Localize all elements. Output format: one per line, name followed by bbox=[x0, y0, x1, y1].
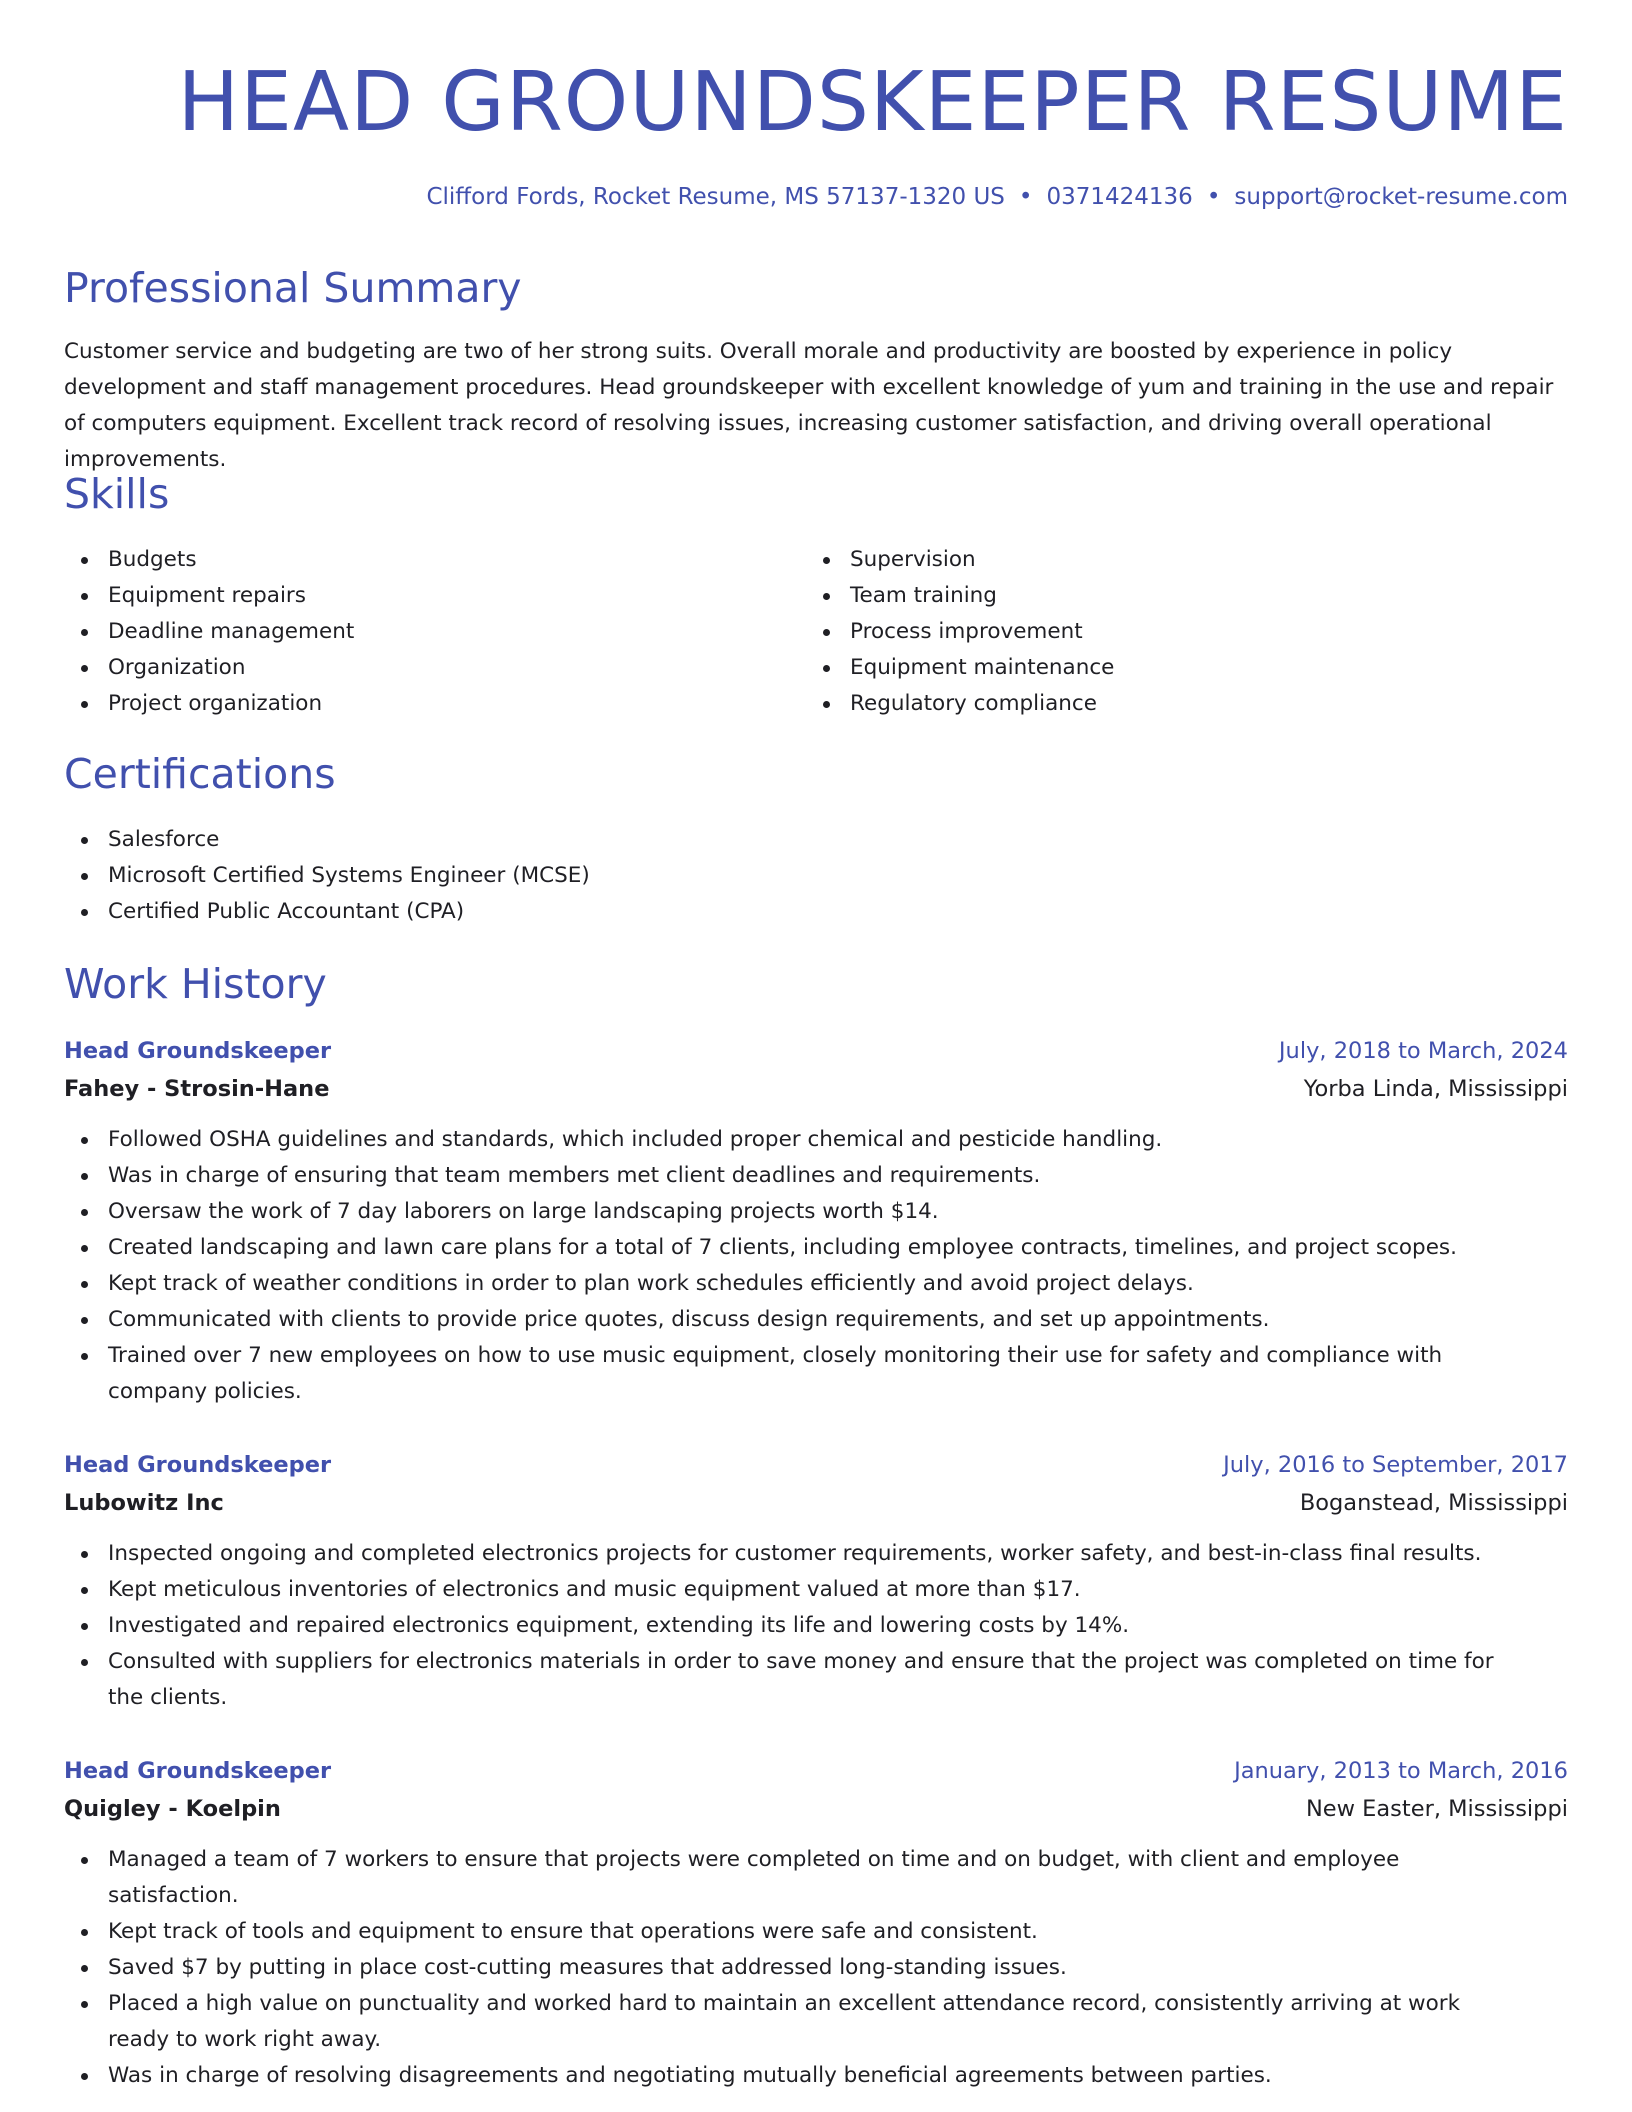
certifications-heading: Certifications bbox=[64, 750, 336, 798]
job-title: Head Groundskeeper bbox=[64, 1452, 332, 1478]
contact-address: Clifford Fords, Rocket Resume, MS 57137-1320 US bbox=[426, 184, 1005, 210]
job-entry bbox=[64, 1446, 1568, 1716]
job-duty: Investigated and repaired electronics equipment, extending its life and lowering costs by 14%. bbox=[64, 1608, 1568, 1644]
skill-item: Organization bbox=[64, 650, 764, 686]
certification-item: Microsoft Certified Systems Engineer (MCSE) bbox=[64, 858, 1064, 894]
job-duty: Placed a high value on punctuality and worked hard to maintain an excellent attendance record, consistently arriving at work ready to work right away. bbox=[64, 1986, 1568, 2058]
job-company: Lubowitz Inc bbox=[64, 1490, 224, 1516]
job-duty: Managed a team of 7 workers to ensure that projects were completed on time and on budget, with client and employee satisfaction. bbox=[64, 1842, 1568, 1914]
job-duty: Was in charge of resolving disagreements and negotiating mutually beneficial agreements between parties. bbox=[64, 2058, 1568, 2094]
contact-phone: 0371424136 bbox=[1046, 184, 1193, 210]
job-duties-list bbox=[64, 1842, 1568, 2094]
job-entry bbox=[64, 1032, 1568, 1410]
skill-item: Budgets bbox=[64, 542, 764, 578]
certification-item: Certified Public Accountant (CPA) bbox=[64, 894, 1064, 930]
job-dates: January, 2013 to March, 2016 bbox=[1234, 1758, 1568, 1784]
job-dates: July, 2018 to March, 2024 bbox=[1278, 1038, 1568, 1064]
job-title: Head Groundskeeper bbox=[64, 1038, 332, 1064]
job-company-row bbox=[64, 1070, 1568, 1108]
job-location: Yorba Linda, Mississippi bbox=[1303, 1076, 1568, 1102]
certification-item: Salesforce bbox=[64, 822, 1064, 858]
skill-item: Regulatory compliance bbox=[806, 686, 1506, 722]
job-title: Head Groundskeeper bbox=[64, 1758, 332, 1784]
job-header-row bbox=[64, 1446, 1568, 1484]
job-company: Quigley - Koelpin bbox=[64, 1796, 281, 1822]
job-company-row bbox=[64, 1484, 1568, 1522]
job-duty: Communicated with clients to provide price quotes, discuss design requirements, and set up appointments. bbox=[64, 1302, 1568, 1338]
job-duty: Kept meticulous inventories of electronics and music equipment valued at more than $17. bbox=[64, 1572, 1568, 1608]
skills-list-left bbox=[64, 542, 764, 722]
summary-text: Customer service and budgeting are two of her strong suits. Overall morale and productivity are boosted by experience in policy development and staff management procedures. Head groundskeeper with excellent knowledge of yum and training in the use and repair of computers equipment. Excellent track record of resolving issues, increasing customer satisfaction, and driving overall operational improvements. bbox=[64, 339, 1554, 472]
skill-item: Team training bbox=[806, 578, 1506, 614]
skill-item: Supervision bbox=[806, 542, 1506, 578]
job-duty: Kept track of tools and equipment to ensure that operations were safe and consistent. bbox=[64, 1914, 1568, 1950]
resume-title: HEAD GROUNDSKEEPER RESUME bbox=[177, 55, 1568, 150]
job-duty: Kept track of weather conditions in order to plan work schedules efficiently and avoid project delays. bbox=[64, 1266, 1568, 1302]
contact-separator: • bbox=[1018, 184, 1033, 210]
job-dates: July, 2016 to September, 2017 bbox=[1223, 1452, 1568, 1478]
skill-item: Equipment maintenance bbox=[806, 650, 1506, 686]
skill-item: Process improvement bbox=[806, 614, 1506, 650]
contact-email[interactable]: support@rocket-resume.com bbox=[1234, 184, 1568, 210]
job-duty: Saved $7 by putting in place cost-cutting measures that addressed long-standing issues. bbox=[64, 1950, 1568, 1986]
job-location: Boganstead, Mississippi bbox=[1299, 1490, 1568, 1516]
job-duty: Was in charge of ensuring that team members met client deadlines and requirements. bbox=[64, 1158, 1568, 1194]
contact-separator: • bbox=[1206, 184, 1221, 210]
skills-heading: Skills bbox=[64, 470, 170, 518]
summary-heading: Professional Summary bbox=[64, 264, 522, 312]
skill-item: Equipment repairs bbox=[64, 578, 764, 614]
job-duties-list bbox=[64, 1536, 1568, 1716]
job-header-row bbox=[64, 1752, 1568, 1790]
job-duties-list bbox=[64, 1122, 1568, 1410]
job-company: Fahey - Strosin-Hane bbox=[64, 1076, 330, 1102]
job-duty: Oversaw the work of 7 day laborers on large landscaping projects worth $14. bbox=[64, 1194, 1568, 1230]
job-location: New Easter, Mississippi bbox=[1305, 1796, 1568, 1822]
job-duty: Inspected ongoing and completed electronics projects for customer requirements, worker safety, and best-in-class final results. bbox=[64, 1536, 1568, 1572]
job-entry bbox=[64, 1752, 1568, 2094]
job-duty: Created landscaping and lawn care plans for a total of 7 clients, including employee contracts, timelines, and project scopes. bbox=[64, 1230, 1568, 1266]
job-duty: Consulted with suppliers for electronics materials in order to save money and ensure that the project was completed on time for the clients. bbox=[64, 1644, 1568, 1716]
skill-item: Deadline management bbox=[64, 614, 764, 650]
contact-line bbox=[426, 180, 1568, 214]
skills-list-right bbox=[806, 542, 1506, 722]
job-duty: Followed OSHA guidelines and standards, which included proper chemical and pesticide handling. bbox=[64, 1122, 1568, 1158]
work-history-heading: Work History bbox=[64, 960, 327, 1008]
job-header-row bbox=[64, 1032, 1568, 1070]
skill-item: Project organization bbox=[64, 686, 764, 722]
job-duty: Trained over 7 new employees on how to use music equipment, closely monitoring their use for safety and compliance with company policies. bbox=[64, 1338, 1568, 1410]
job-company-row bbox=[64, 1790, 1568, 1828]
certifications-list bbox=[64, 822, 1064, 930]
